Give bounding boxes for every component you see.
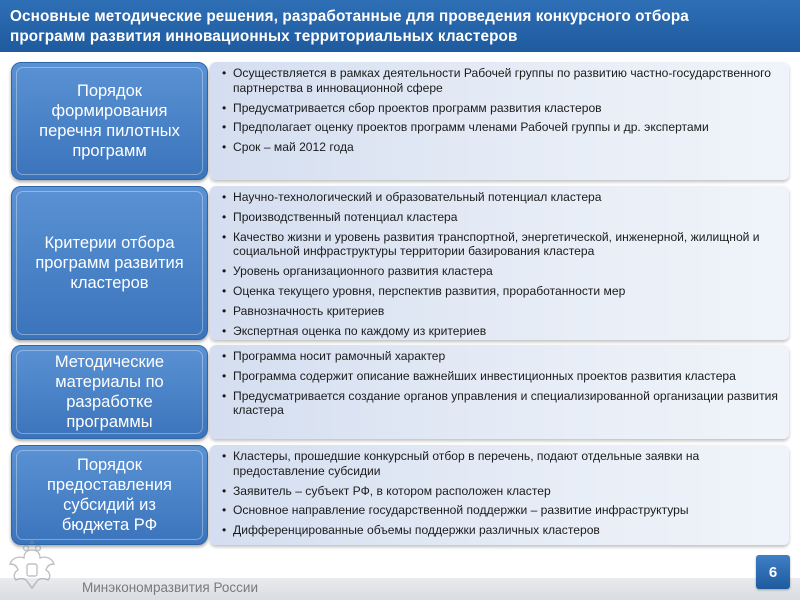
- bullet-item: • Срок – май 2012 года: [222, 140, 779, 155]
- slide-header: [0, 0, 800, 52]
- section-label: Критерии отбора программ развития кластеров: [35, 234, 184, 292]
- section-label-box: [11, 186, 208, 340]
- page-number: 6: [756, 555, 790, 589]
- bullet-item: • Программа содержит описание важнейших инвестиционных проектов развития кластера: [222, 369, 779, 384]
- bullet-item: • Дифференцированные объемы поддержки различных кластеров: [222, 523, 779, 538]
- section-label-box: [11, 345, 208, 439]
- section-subsidies: [0, 445, 800, 545]
- slide-title-line-2: программ развития инновационных территориальных кластеров: [10, 28, 518, 45]
- slide-title-line-1: Основные методические решения, разработанные для проведения конкурсного отбора: [10, 8, 689, 25]
- section-label-box: [11, 62, 208, 180]
- bullet-item: • Заявитель – субъект РФ, в котором расположен кластер: [222, 484, 779, 499]
- bullet-item: • Качество жизни и уровень развития транспортной, энергетической, инженерной, жилищной и социальной инфраструктуры территории базирования кластера: [222, 230, 779, 260]
- section-label: Порядок формирования перечня пилотных программ: [39, 82, 180, 160]
- bullet-item: • Уровень организационного развития кластера: [222, 264, 779, 279]
- bullet-item: • Экспертная оценка по каждому из критериев: [222, 324, 779, 339]
- bullet-item: • Равнозначность критериев: [222, 304, 779, 319]
- bullet-item: • Предполагает оценку проектов программ членами Рабочей группы и др. экспертами: [222, 120, 779, 135]
- section-methodical-materials: [0, 345, 800, 439]
- section-label-box: [11, 445, 208, 545]
- bullet-item: • Научно-технологический и образовательный потенциал кластера: [222, 190, 779, 205]
- bullet-list: [222, 190, 779, 338]
- section-selection-criteria: [0, 186, 800, 340]
- bullet-list: [222, 66, 779, 155]
- bullet-item: • Основное направление государственной поддержки – развитие инфраструктуры: [222, 503, 779, 518]
- bullet-item: • Осуществляется в рамках деятельности Рабочей группы по развитию частно-государственного партнерства в инновационной сфере: [222, 66, 779, 96]
- section-label: Методические материалы по разработке программы: [54, 353, 165, 431]
- section-pilot-programs: [0, 62, 800, 180]
- section-content: [210, 445, 789, 545]
- bullet-item: • Предусматривается сбор проектов программ развития кластеров: [222, 101, 779, 116]
- bullet-item: • Программа носит рамочный характер: [222, 349, 779, 364]
- section-content: [210, 186, 789, 340]
- bullet-item: • Оценка текущего уровня, перспектив развития, проработанности мер: [222, 284, 779, 299]
- section-label: Порядок предоставления субсидий из бюджета РФ: [47, 456, 172, 534]
- section-content: [210, 345, 789, 439]
- section-content: [210, 62, 789, 180]
- bullet-item: • Производственный потенциал кластера: [222, 210, 779, 225]
- bullet-list: [222, 449, 779, 538]
- coat-of-arms-icon: [4, 540, 60, 596]
- ministry-name: Минэкономразвития России: [82, 580, 258, 595]
- bullet-item: • Предусматривается создание органов управления и специализированной организации развития кластера: [222, 389, 779, 419]
- bullet-item: • Кластеры, прошедшие конкурсный отбор в перечень, подают отдельные заявки на предоставление субсидии: [222, 449, 779, 479]
- bullet-list: [222, 349, 779, 418]
